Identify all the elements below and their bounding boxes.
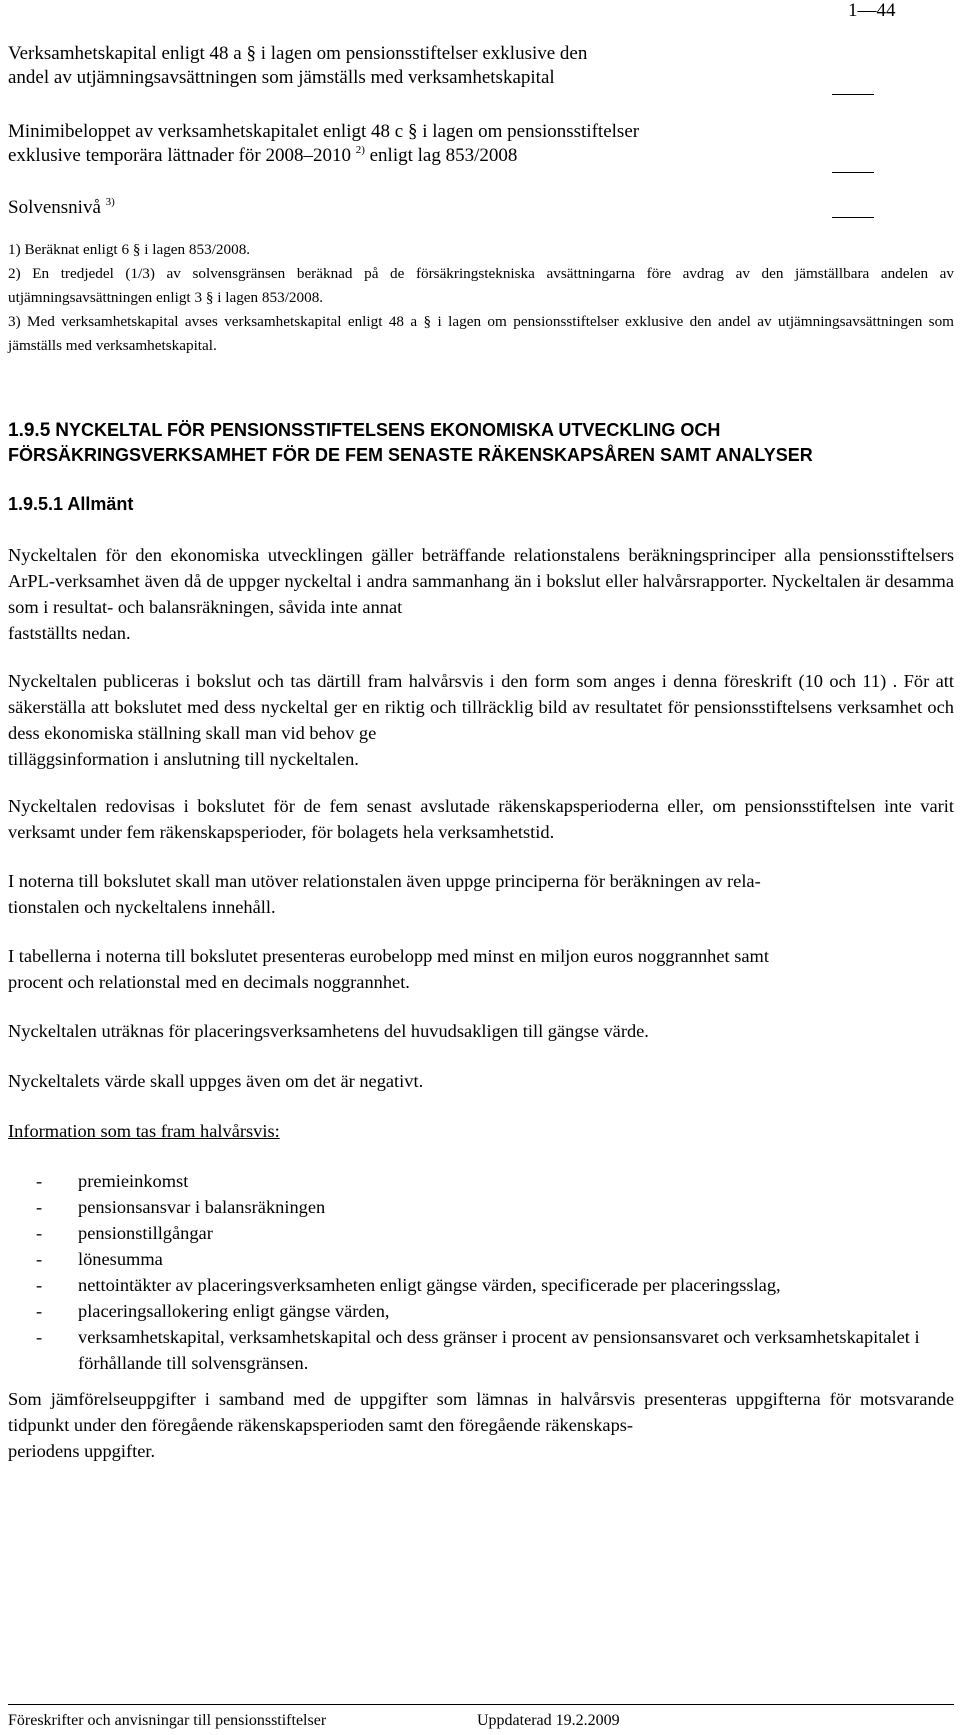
section-heading: 1.9.5 NYCKELTAL FÖR PENSIONSSTIFTELSENS EKONOMISKA UTVECKLING OCH FÖRSÄKRINGSVERKSAMHET FÖR DE FEM SENASTE RÄKENSKAPSÅREN SAMT ANALYSER [8,420,813,465]
table-row-label-line1: Minimibeloppet av verksamhetskapitalet enligt 48 c § i lagen om pensionsstiftelser [8,121,640,142]
paragraph-5: I tabellerna i noterna till bokslutet presenteras eurobelopp med minst en miljon euros noggrannhet samt procent och relationstal med en decimals noggrannhet. [8,946,769,992]
page-number: 1—44 [848,0,896,21]
list-item: - placeringsallokering enligt gängse värden, [36,1301,390,1321]
table-row-solvensniva [8,196,858,220]
footnote-3: 3) Med verksamhetskapital avses verksamhetskapital enligt 48 a § i lagen om pensionsstiftelser exklusive den andel av utjämningsavsättningen som jämställs med verksamhetskapital. [8,313,954,354]
list-item: - pensionsansvar i balansräkningen [36,1197,326,1217]
table-row-verksamhetskapital [8,42,858,90]
list-item: - verksamhetskapital, verksamhetskapital och dess gränser i procent av pensionsansvaret och verksamhetskapitalet i förhållande till solvensgränsen. [36,1327,920,1373]
footnote-1: 1) Beräknat enligt 6 § i lagen 853/2008. [8,241,251,258]
footnote-ref: 3) [105,196,115,208]
footnote-2: 2) En tredjedel (1/3) av solvensgränsen beräknad på de försäkringstekniska avsättningarna före avdrag av den jämställbara andelen av utjämningsavsättningen enligt 3 § i lagen 853/2008. [8,265,954,306]
value-blank-line [832,217,874,218]
paragraph-2: Nyckeltalen publiceras i bokslut och tas därtill fram halvårsvis i den form som anges i denna föreskrift (10 och 11) . För att säkerställa att bokslutet med dess nyckeltal ger en riktig och tillräcklig bild av resultatet för pensionsstiftelsens verksamhet och dess ekonomiska ställning skall man vid behov ge tilläggsinformation i anslutning till nyckeltalen. [8,671,954,769]
value-blank-line [832,94,874,95]
list-item: - nettointäkter av placeringsverksamheten enligt gängse värden, specificerade per placeringsslag, [36,1275,781,1295]
value-blank-line [832,172,874,173]
footnote-ref: 2) [355,144,365,156]
info-list [8,1168,954,1376]
list-item: - lönesumma [36,1249,163,1269]
list-item: - premieinkomst [36,1171,189,1191]
paragraph-7: Nyckeltalets värde skall uppges även om det är negativt. [8,1071,424,1091]
section-number: 1.9.5 [8,420,51,441]
table-row-label-line1: Verksamhetskapital enligt 48 a § i lagen om pensionsstiftelser exklusive den [8,43,588,64]
footer-updated: Uppdaterad 19.2.2009 [477,1712,620,1729]
table-row-label-line1: Solvensnivå $^{3)}$ [8,196,115,218]
table-row-label-line2: exklusive temporära lättnader för 2008–2010 $^{2)}$ enligt lag 853/2008 [8,144,518,166]
closing-paragraph: Som jämförelseuppgifter i samband med de uppgifter som lämnas in halvårsvis presenteras uppgifterna för motsvarande tidpunkt under den föregående räkenskapsperioden samt den föregående räkenskaps- periodens uppgifter. [8,1389,954,1461]
paragraph-4: I noterna till bokslutet skall man utöver relationstalen även uppge principerna för beräkningen av rela- tionstalen och nyckeltalens innehåll. [8,871,761,917]
table-row-minimibelopp [8,120,858,168]
paragraph-1: Nyckeltalen för den ekonomiska utvecklingen gäller beträffande relationstalens beräkningsprinciper alla pensionsstiftelsers ArPL-verksamhet även då de uppger nyckeltal i andra sammanhang än i bokslut eller halvårsrapporter. Nyckeltalen är desamma som i resultat- och balansräkningen, såvida inte annat fastställts nedan. [8,545,954,643]
page-footer [8,1704,954,1731]
footer-title: Föreskrifter och anvisningar till pensionsstiftelser [8,1712,327,1729]
paragraph-3: Nyckeltalen redovisas i bokslutet för de fem senast avslutade räkenskapsperioderna eller, om pensionsstiftelsen inte varit verksamt under fem räkenskapsperioder, för bolagets hela verksamhetstid. [8,796,954,842]
list-title: Information som tas fram halvårsvis: [8,1121,280,1141]
paragraph-6: Nyckeltalen uträknas för placeringsverksamhetens del huvudsakligen till gängse värde. [8,1021,649,1041]
subsection-heading: 1.9.5.1 Allmänt [8,494,134,514]
table-row-label-line2: andel av utjämningsavsättningen som jämställs med verksamhetskapital [8,67,555,88]
list-item: - pensionstillgångar [36,1223,213,1243]
